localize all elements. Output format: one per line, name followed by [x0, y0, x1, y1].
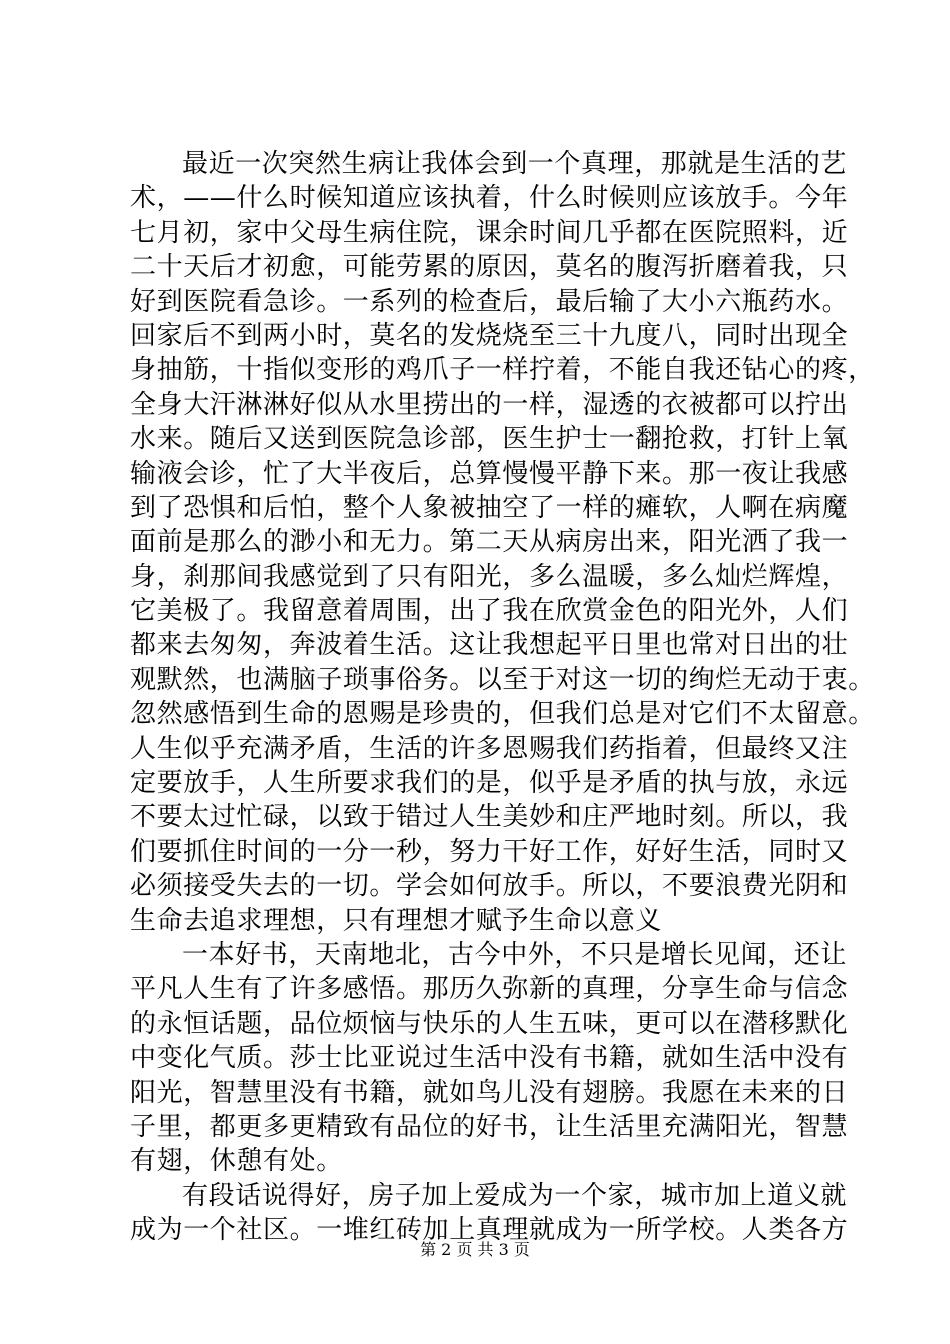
text-line: 好到医院看急诊。一系列的检查后，最后输了大小六瓶药水。	[130, 286, 849, 317]
text-line: 们要抓住时间的一分一秒，努力干好工作，好好生活，同时又	[130, 836, 849, 867]
text-line: 平凡人生有了许多感悟。那历久弥新的真理，分享生命与信念	[130, 974, 849, 1005]
text-line: 的永恒话题，品位烦恼与快乐的人生五味，更可以在潜移默化	[130, 1008, 849, 1039]
page-footer: 第 2 页 共 3 页	[420, 1240, 530, 1259]
text-line: 水来。随后又送到医院急诊部，医生护士一翻抢救，打针上氧	[130, 424, 849, 455]
text-line: 最近一次突然生病让我体会到一个真理，那就是生活的艺	[182, 149, 848, 179]
text-line: 有翅，休憩有处。	[130, 1146, 343, 1177]
text-line: 二十天后才初愈，可能劳累的原因，莫名的腹泻折磨着我，只	[130, 252, 849, 283]
text-line: 都来去匆匆，奔波着生活。这让我想起平日里也常对日出的壮	[130, 630, 849, 661]
text-line: 七月初，家中父母生病住院，课余时间几乎都在医院照料，近	[130, 217, 849, 248]
text-line: 定要放手，人生所要求我们的是，似乎是矛盾的执与放，永远	[130, 768, 849, 799]
text-line: 术，——什么时候知道应该执着，什么时候则应该放手。今年	[130, 183, 849, 214]
text-line: 全身大汗淋淋好似从水里捞出的一样，湿透的衣被都可以拧出	[130, 389, 849, 420]
document-body	[130, 147, 875, 1248]
text-line: 观默然，也满脑子琐事俗务。以至于对这一切的绚烂无动于衷。	[130, 664, 875, 695]
text-line: 到了恐惧和后怕，整个人象被抽空了一样的瘫软，人啊在病魔	[130, 492, 849, 523]
text-line: 中变化气质。莎士比亚说过生活中没有书籍，就如生活中没有	[130, 1043, 849, 1074]
text-line: 阳光，智慧里没有书籍，就如鸟儿没有翅膀。我愿在未来的日	[130, 1077, 849, 1108]
text-line: 忽然感悟到生命的恩赐是珍贵的，但我们总是对它们不太留意。	[130, 699, 875, 730]
text-line: 不要太过忙碌，以致于错过人生美妙和庄严地时刻。所以，我	[130, 802, 849, 833]
text-line: 生命去追求理想，只有理想才赋予生命以意义	[130, 905, 663, 936]
text-line: 身抽筋，十指似变形的鸡爪子一样拧着，不能自我还钻心的疼，	[130, 355, 875, 386]
text-line: 一本好书，天南地北，古今中外，不只是增长见闻，还让	[182, 939, 848, 970]
text-line: 输液会诊，忙了大半夜后，总算慢慢平静下来。那一夜让我感	[130, 458, 849, 489]
text-line: 回家后不到两小时，莫名的发烧烧至三十九度八，同时出现全	[130, 320, 849, 351]
text-line: 身，刹那间我感觉到了只有阳光，多么温暖，多么灿烂辉煌，	[130, 561, 849, 592]
text-line: 必须接受失去的一切。学会如何放手。所以，不要浪费光阴和	[130, 871, 849, 902]
text-line: 面前是那么的渺小和无力。第二天从病房出来，阳光洒了我一	[130, 527, 849, 558]
text-line: 子里，都更多更精致有品位的好书，让生活里充满阳光，智慧	[130, 1111, 849, 1142]
text-line: 人生似乎充满矛盾，生活的许多恩赐我们药指着，但最终又注	[130, 733, 849, 764]
text-line: 它美极了。我留意着周围，出了我在欣赏金色的阳光外，人们	[130, 596, 849, 627]
text-line: 成为一个社区。一堆红砖加上真理就成为一所学校。人类各方	[130, 1215, 849, 1246]
text-line: 有段话说得好，房子加上爱成为一个家，城市加上道义就	[182, 1180, 848, 1211]
